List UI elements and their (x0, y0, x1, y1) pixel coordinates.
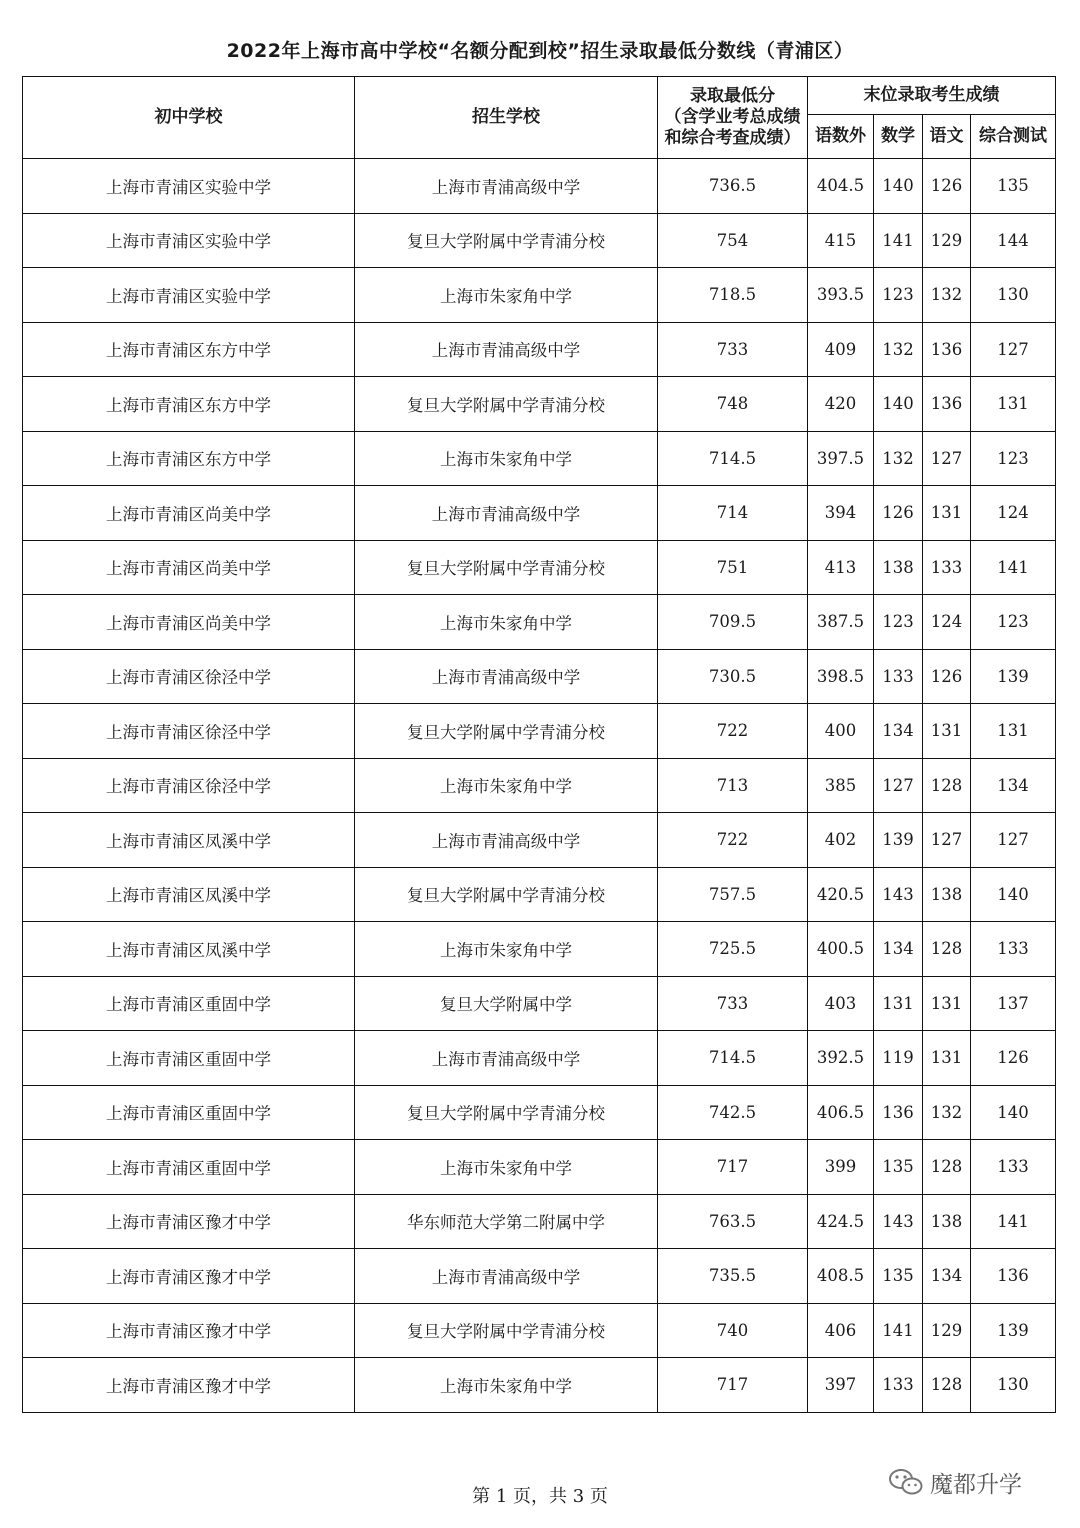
junior-school-cell: 上海市青浦区东方中学 (23, 431, 355, 486)
math-cell: 133 (874, 1358, 923, 1413)
comprehensive-cell: 123 (971, 431, 1056, 486)
table-row (23, 649, 1056, 704)
table-row (23, 867, 1056, 922)
math-cell: 138 (874, 540, 923, 595)
yushuwai-cell: 402 (808, 813, 874, 868)
table-body (23, 159, 1056, 1413)
yushuwai-cell: 398.5 (808, 649, 874, 704)
junior-school-cell: 上海市青浦区徐泾中学 (23, 704, 355, 759)
chinese-cell: 134 (923, 1249, 971, 1304)
min-score-cell: 717 (658, 1140, 808, 1195)
wechat-icon (888, 1467, 924, 1497)
chinese-cell: 132 (923, 268, 971, 323)
math-cell: 123 (874, 268, 923, 323)
table-row (23, 1358, 1056, 1413)
watermark-text: 魔都升学 (930, 1471, 1022, 1498)
min-score-cell: 740 (658, 1303, 808, 1358)
chinese-cell: 129 (923, 213, 971, 268)
yushuwai-cell: 404.5 (808, 159, 874, 214)
comprehensive-cell: 127 (971, 813, 1056, 868)
table-row (23, 1031, 1056, 1086)
admit-school-cell: 上海市青浦高级中学 (355, 1249, 658, 1304)
admit-school-cell: 复旦大学附属中学青浦分校 (355, 1085, 658, 1140)
table-row (23, 922, 1056, 977)
yushuwai-cell: 413 (808, 540, 874, 595)
table-row (23, 758, 1056, 813)
comprehensive-cell: 140 (971, 1085, 1056, 1140)
math-cell: 141 (874, 1303, 923, 1358)
min-score-cell: 718.5 (658, 268, 808, 323)
min-score-cell: 722 (658, 813, 808, 868)
chinese-cell: 131 (923, 486, 971, 541)
admit-school-cell: 复旦大学附属中学 (355, 976, 658, 1031)
min-score-cell: 751 (658, 540, 808, 595)
math-cell: 134 (874, 704, 923, 759)
min-score-cell: 714.5 (658, 1031, 808, 1086)
yushuwai-cell: 424.5 (808, 1194, 874, 1249)
admit-school-cell: 上海市朱家角中学 (355, 431, 658, 486)
math-cell: 140 (874, 377, 923, 432)
yushuwai-cell: 399 (808, 1140, 874, 1195)
chinese-cell: 136 (923, 322, 971, 377)
chinese-cell: 126 (923, 159, 971, 214)
header-min-score-line3: 和综合考查成绩） (664, 128, 801, 148)
junior-school-cell: 上海市青浦区豫才中学 (23, 1194, 355, 1249)
table-row (23, 431, 1056, 486)
min-score-cell: 754 (658, 213, 808, 268)
admit-school-cell: 上海市朱家角中学 (355, 758, 658, 813)
header-last-admitted-group: 末位录取考生成绩 (808, 77, 1056, 115)
comprehensive-cell: 133 (971, 922, 1056, 977)
math-cell: 132 (874, 431, 923, 486)
header-min-score-line2: （含学业考总成绩 (664, 107, 801, 127)
chinese-cell: 136 (923, 377, 971, 432)
chinese-cell: 128 (923, 922, 971, 977)
min-score-cell: 748 (658, 377, 808, 432)
min-score-cell: 730.5 (658, 649, 808, 704)
junior-school-cell: 上海市青浦区东方中学 (23, 322, 355, 377)
comprehensive-cell: 140 (971, 867, 1056, 922)
junior-school-cell: 上海市青浦区尚美中学 (23, 540, 355, 595)
yushuwai-cell: 408.5 (808, 1249, 874, 1304)
min-score-cell: 713 (658, 758, 808, 813)
comprehensive-cell: 141 (971, 540, 1056, 595)
admit-school-cell: 复旦大学附属中学青浦分校 (355, 704, 658, 759)
admit-school-cell: 上海市青浦高级中学 (355, 649, 658, 704)
math-cell: 131 (874, 976, 923, 1031)
table-row (23, 1085, 1056, 1140)
min-score-cell: 714.5 (658, 431, 808, 486)
yushuwai-cell: 385 (808, 758, 874, 813)
yushuwai-cell: 406.5 (808, 1085, 874, 1140)
table-row (23, 322, 1056, 377)
admit-school-cell: 上海市朱家角中学 (355, 1358, 658, 1413)
admit-school-cell: 华东师范大学第二附属中学 (355, 1194, 658, 1249)
min-score-cell: 714 (658, 486, 808, 541)
comprehensive-cell: 141 (971, 1194, 1056, 1249)
header-yushuwai: 语数外 (808, 115, 874, 159)
admit-school-cell: 上海市朱家角中学 (355, 268, 658, 323)
junior-school-cell: 上海市青浦区凤溪中学 (23, 813, 355, 868)
table-row (23, 1140, 1056, 1195)
yushuwai-cell: 403 (808, 976, 874, 1031)
chinese-cell: 127 (923, 813, 971, 868)
comprehensive-cell: 137 (971, 976, 1056, 1031)
table-row (23, 268, 1056, 323)
min-score-cell: 735.5 (658, 1249, 808, 1304)
table-row (23, 704, 1056, 759)
junior-school-cell: 上海市青浦区凤溪中学 (23, 922, 355, 977)
math-cell: 133 (874, 649, 923, 704)
chinese-cell: 138 (923, 867, 971, 922)
table-row (23, 159, 1056, 214)
admit-school-cell: 上海市朱家角中学 (355, 922, 658, 977)
admission-score-table (22, 76, 1056, 1413)
chinese-cell: 138 (923, 1194, 971, 1249)
admit-school-cell: 上海市青浦高级中学 (355, 322, 658, 377)
table-row (23, 813, 1056, 868)
chinese-cell: 127 (923, 431, 971, 486)
yushuwai-cell: 406 (808, 1303, 874, 1358)
chinese-cell: 129 (923, 1303, 971, 1358)
yushuwai-cell: 397.5 (808, 431, 874, 486)
comprehensive-cell: 139 (971, 649, 1056, 704)
math-cell: 139 (874, 813, 923, 868)
junior-school-cell: 上海市青浦区徐泾中学 (23, 649, 355, 704)
math-cell: 132 (874, 322, 923, 377)
min-score-cell: 717 (658, 1358, 808, 1413)
yushuwai-cell: 420 (808, 377, 874, 432)
header-comprehensive: 综合测试 (971, 115, 1056, 159)
admit-school-cell: 上海市青浦高级中学 (355, 813, 658, 868)
junior-school-cell: 上海市青浦区重固中学 (23, 976, 355, 1031)
min-score-cell: 742.5 (658, 1085, 808, 1140)
math-cell: 123 (874, 595, 923, 650)
junior-school-cell: 上海市青浦区实验中学 (23, 213, 355, 268)
chinese-cell: 126 (923, 649, 971, 704)
yushuwai-cell: 400 (808, 704, 874, 759)
header-math: 数学 (874, 115, 923, 159)
junior-school-cell: 上海市青浦区重固中学 (23, 1140, 355, 1195)
admit-school-cell: 复旦大学附属中学青浦分校 (355, 213, 658, 268)
header-chinese: 语文 (923, 115, 971, 159)
yushuwai-cell: 397 (808, 1358, 874, 1413)
junior-school-cell: 上海市青浦区重固中学 (23, 1031, 355, 1086)
math-cell: 141 (874, 213, 923, 268)
header-junior-school: 初中学校 (23, 77, 355, 159)
junior-school-cell: 上海市青浦区实验中学 (23, 268, 355, 323)
min-score-cell: 757.5 (658, 867, 808, 922)
table-row (23, 377, 1056, 432)
min-score-cell: 725.5 (658, 922, 808, 977)
yushuwai-cell: 415 (808, 213, 874, 268)
math-cell: 135 (874, 1140, 923, 1195)
junior-school-cell: 上海市青浦区实验中学 (23, 159, 355, 214)
min-score-cell: 722 (658, 704, 808, 759)
admit-school-cell: 复旦大学附属中学青浦分校 (355, 540, 658, 595)
junior-school-cell: 上海市青浦区东方中学 (23, 377, 355, 432)
chinese-cell: 133 (923, 540, 971, 595)
math-cell: 119 (874, 1031, 923, 1086)
chinese-cell: 131 (923, 1031, 971, 1086)
comprehensive-cell: 135 (971, 159, 1056, 214)
math-cell: 140 (874, 159, 923, 214)
junior-school-cell: 上海市青浦区徐泾中学 (23, 758, 355, 813)
junior-school-cell: 上海市青浦区重固中学 (23, 1085, 355, 1140)
junior-school-cell: 上海市青浦区凤溪中学 (23, 867, 355, 922)
admit-school-cell: 复旦大学附属中学青浦分校 (355, 377, 658, 432)
junior-school-cell: 上海市青浦区豫才中学 (23, 1249, 355, 1304)
math-cell: 135 (874, 1249, 923, 1304)
math-cell: 134 (874, 922, 923, 977)
math-cell: 143 (874, 867, 923, 922)
table-row (23, 1303, 1056, 1358)
header-min-score-line1: 录取最低分 (690, 86, 775, 106)
chinese-cell: 131 (923, 976, 971, 1031)
comprehensive-cell: 126 (971, 1031, 1056, 1086)
admit-school-cell: 复旦大学附属中学青浦分校 (355, 867, 658, 922)
junior-school-cell: 上海市青浦区豫才中学 (23, 1303, 355, 1358)
math-cell: 136 (874, 1085, 923, 1140)
comprehensive-cell: 139 (971, 1303, 1056, 1358)
min-score-cell: 763.5 (658, 1194, 808, 1249)
yushuwai-cell: 387.5 (808, 595, 874, 650)
table-row (23, 1194, 1056, 1249)
chinese-cell: 128 (923, 758, 971, 813)
yushuwai-cell: 400.5 (808, 922, 874, 977)
comprehensive-cell: 127 (971, 322, 1056, 377)
table-row (23, 213, 1056, 268)
junior-school-cell: 上海市青浦区尚美中学 (23, 595, 355, 650)
min-score-cell: 736.5 (658, 159, 808, 214)
min-score-cell: 733 (658, 322, 808, 377)
table-row (23, 540, 1056, 595)
table-row (23, 976, 1056, 1031)
chinese-cell: 132 (923, 1085, 971, 1140)
junior-school-cell: 上海市青浦区尚美中学 (23, 486, 355, 541)
math-cell: 126 (874, 486, 923, 541)
yushuwai-cell: 409 (808, 322, 874, 377)
table-row (23, 486, 1056, 541)
header-admit-school: 招生学校 (355, 77, 658, 159)
comprehensive-cell: 131 (971, 704, 1056, 759)
admit-school-cell: 上海市青浦高级中学 (355, 1031, 658, 1086)
junior-school-cell: 上海市青浦区豫才中学 (23, 1358, 355, 1413)
header-min-score (658, 77, 808, 159)
math-cell: 143 (874, 1194, 923, 1249)
page-footer: 第 1 页，共 3 页 (472, 1486, 608, 1507)
table-row (23, 595, 1056, 650)
admit-school-cell: 上海市朱家角中学 (355, 595, 658, 650)
chinese-cell: 128 (923, 1358, 971, 1413)
chinese-cell: 131 (923, 704, 971, 759)
comprehensive-cell: 133 (971, 1140, 1056, 1195)
chinese-cell: 124 (923, 595, 971, 650)
comprehensive-cell: 131 (971, 377, 1056, 432)
table-row (23, 1249, 1056, 1304)
admit-school-cell: 上海市青浦高级中学 (355, 159, 658, 214)
comprehensive-cell: 124 (971, 486, 1056, 541)
comprehensive-cell: 134 (971, 758, 1056, 813)
comprehensive-cell: 130 (971, 1358, 1056, 1413)
chinese-cell: 128 (923, 1140, 971, 1195)
comprehensive-cell: 144 (971, 213, 1056, 268)
document-title: 2022年上海市高中学校“名额分配到校”招生录取最低分数线（青浦区） (226, 40, 854, 62)
yushuwai-cell: 420.5 (808, 867, 874, 922)
yushuwai-cell: 394 (808, 486, 874, 541)
comprehensive-cell: 123 (971, 595, 1056, 650)
yushuwai-cell: 392.5 (808, 1031, 874, 1086)
yushuwai-cell: 393.5 (808, 268, 874, 323)
min-score-cell: 733 (658, 976, 808, 1031)
admit-school-cell: 复旦大学附属中学青浦分校 (355, 1303, 658, 1358)
comprehensive-cell: 136 (971, 1249, 1056, 1304)
admit-school-cell: 上海市青浦高级中学 (355, 486, 658, 541)
watermark (888, 1462, 1022, 1502)
math-cell: 127 (874, 758, 923, 813)
comprehensive-cell: 130 (971, 268, 1056, 323)
admit-school-cell: 上海市朱家角中学 (355, 1140, 658, 1195)
min-score-cell: 709.5 (658, 595, 808, 650)
